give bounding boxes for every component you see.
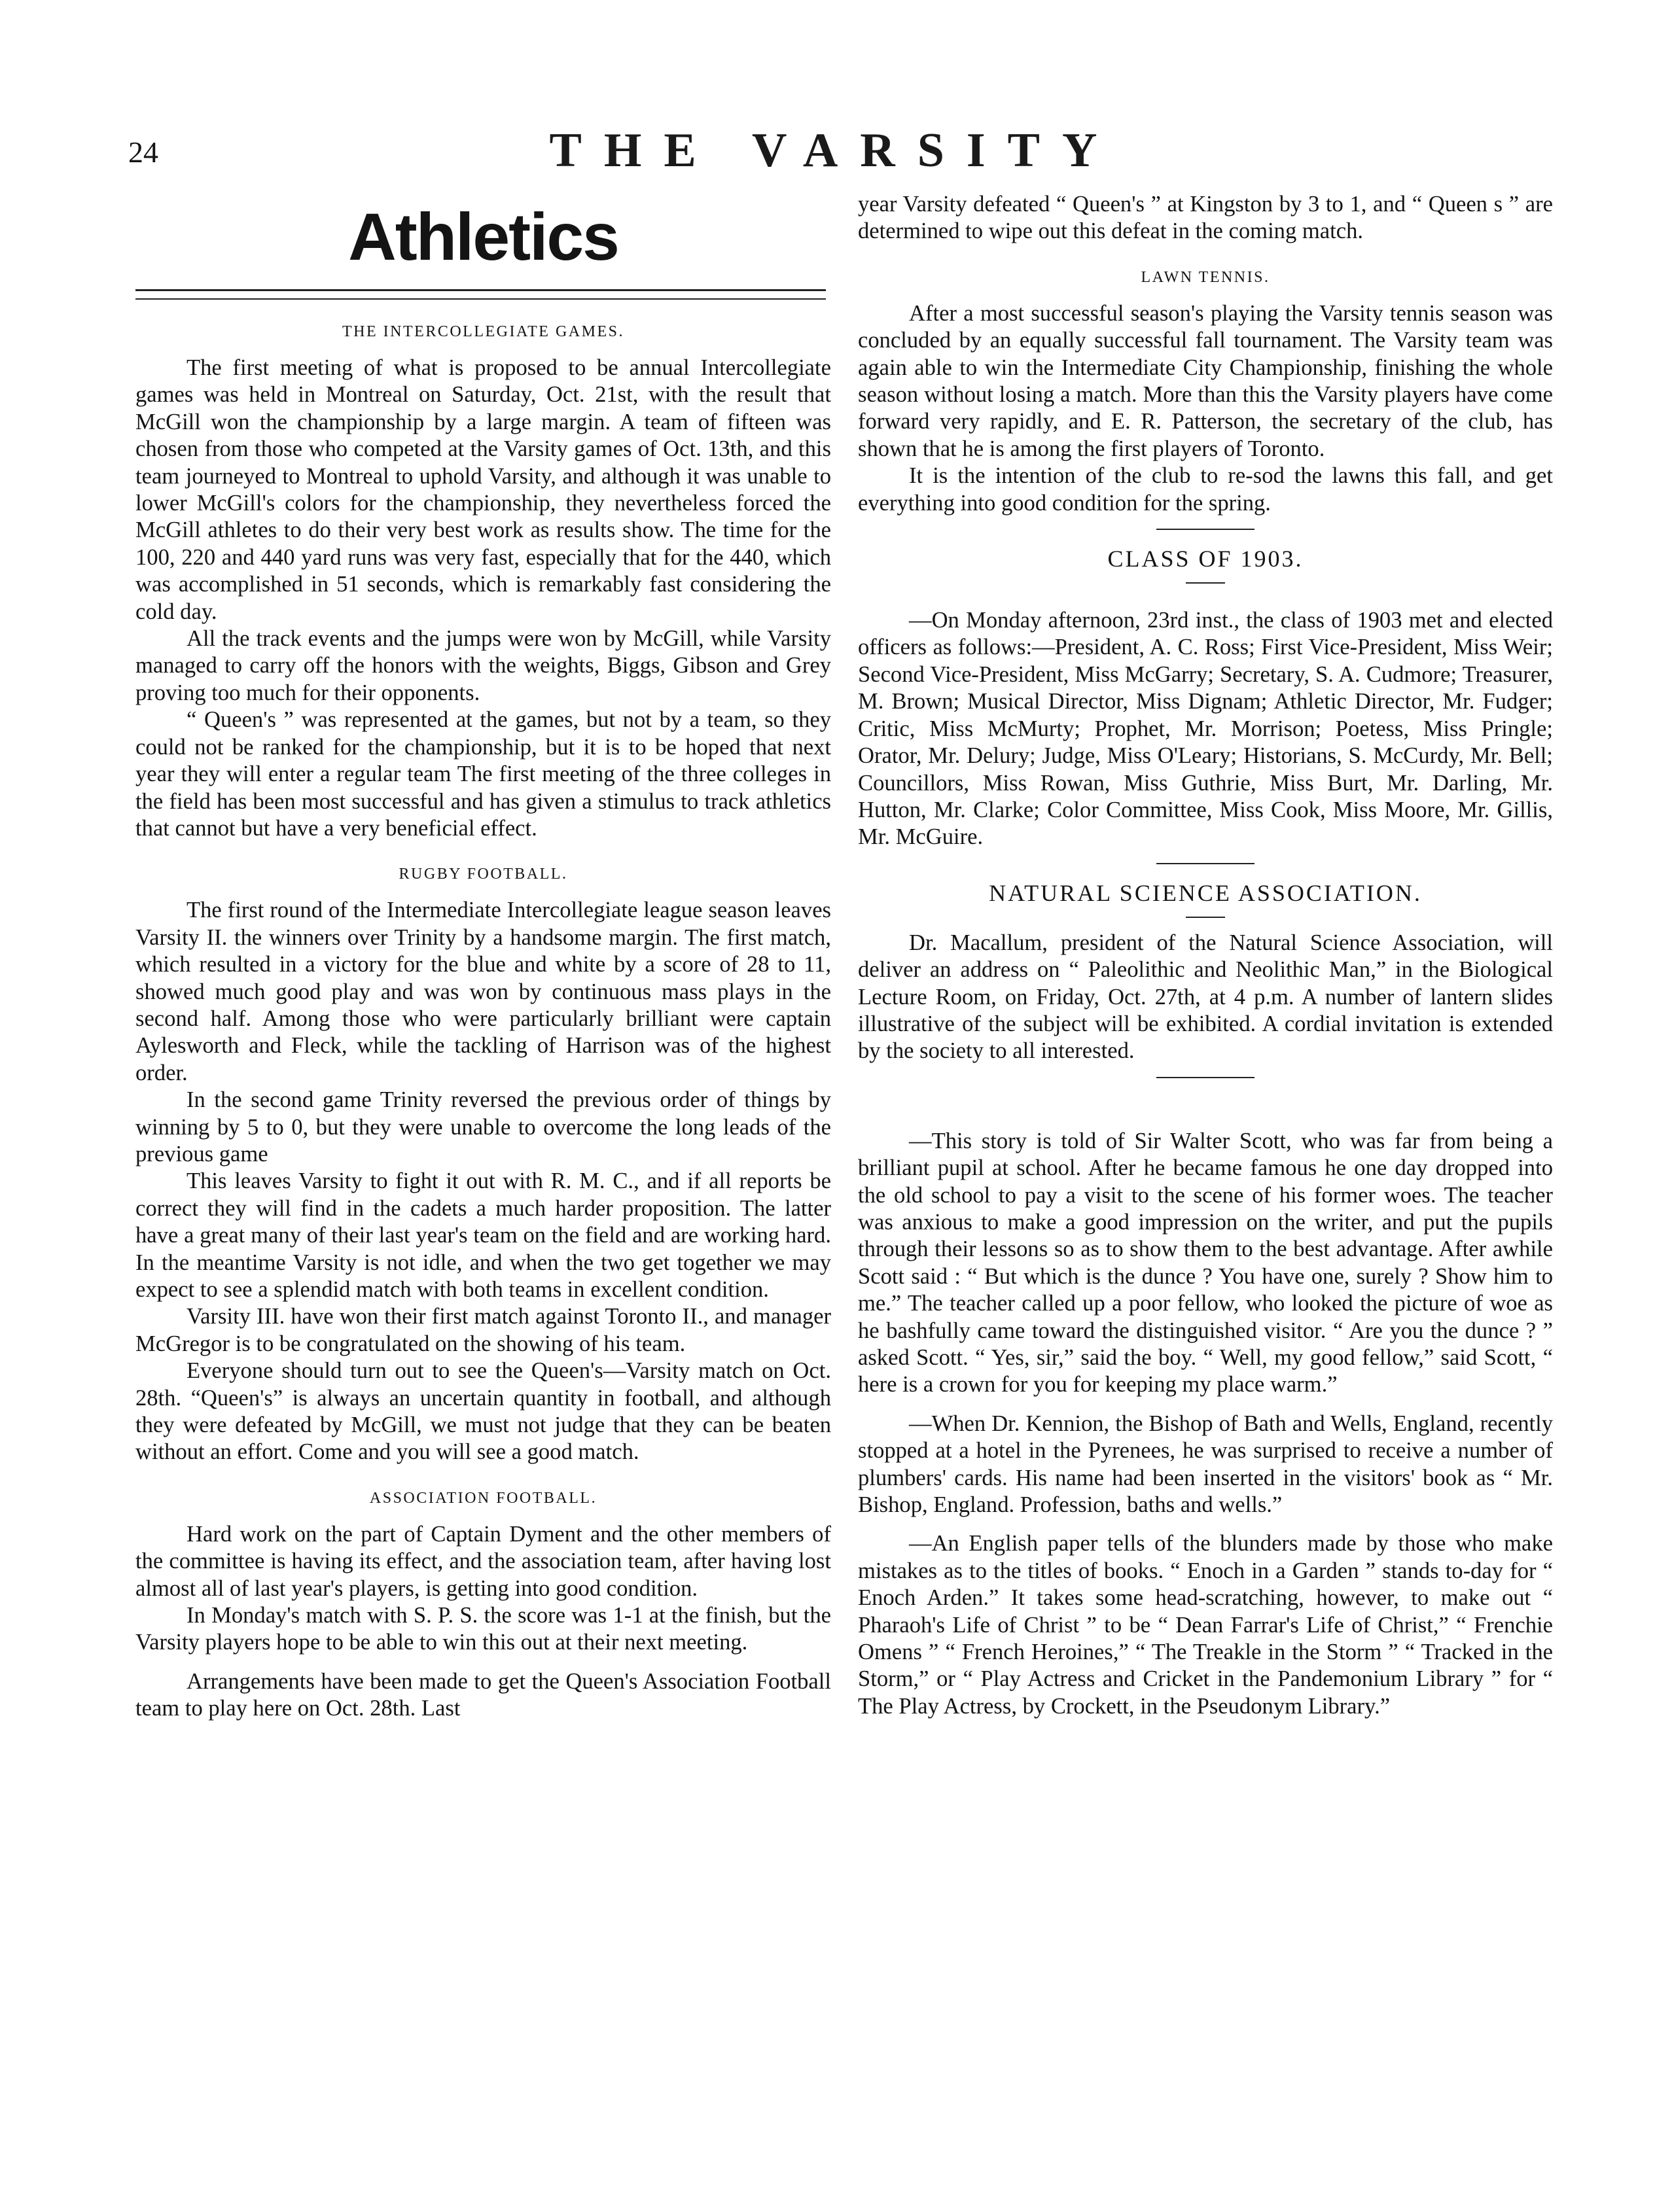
paragraph: Varsity III. have won their first match against Toronto II., and manager McGregor is to be congratulated on the showing of his team.	[135, 1304, 831, 1356]
heading-natural-science: NATURAL SCIENCE ASSOCIATION.	[989, 879, 1422, 906]
heading-association: ASSOCIATION FOOTBALL.	[369, 1489, 597, 1507]
right-column	[858, 191, 1553, 1720]
paragraph: In Monday's match with S. P. S. the score was 1-1 at the finish, but the Varsity players hope to be able to win this out at their next meeting.	[135, 1603, 831, 1655]
paragraph: Everyone should turn out to see the Queen's—Varsity match on Oct. 28th. “Queen's” is always an uncertain quantity in football, and although they were defeated by McGill, we must not judge that they can be beaten without an effort. Come and you will see a good match.	[135, 1358, 831, 1465]
heading-intercollegiate: THE INTERCOLLEGIATE GAMES.	[342, 323, 624, 340]
paragraph-continued: year Varsity defeated “ Queen's ” at Kingston by 3 to 1, and “ Queen s ” are determined to wipe out this defeat in the coming match.	[858, 192, 1553, 244]
paragraph: It is the intention of the club to re-sod the lawns this fall, and get everything into good condition for the spring.	[858, 463, 1553, 516]
page-number: 24	[128, 135, 158, 169]
paragraph: After a most successful season's playing the Varsity tennis season was concluded by an equally successful fall tournament. The Varsity team was again able to win the Intermediate City Championship, finishing the whole season without losing a match. More than this the Varsity players have come forward very rapidly, and E. R. Patterson, the secretary of the club, has shown that he is among the first players of Toronto.	[858, 300, 1553, 461]
masthead: THE VARSITY	[549, 124, 1120, 177]
paragraph: —On Monday afternoon, 23rd inst., the class of 1903 met and elected officers as follows:—President, A. C. Ross; First Vice-President, Miss Weir; Second Vice-President, Miss McGarry; Secretary, S. A. Cudmore; Treasurer, M. Brown; Musical Director, Miss Dignam; Athletic Director, Mr. Fudger; Critic, Miss McMurty; Prophet, Mr. Morrison; Poetess, Miss Pringle; Orator, Mr. Delury; Judge, Miss O'Leary; Historians, S. McCurdy, Mr. Bell; Councillors, Miss Rowan, Miss Guthrie, Miss Burt, Mr. Darling, Mr. Hutton, Mr. Clarke; Color Committee, Miss Cook, Miss Moore, Mr. Gillis, Mr. McGuire.	[858, 608, 1553, 850]
section-divider	[1156, 529, 1255, 530]
left-column	[135, 191, 831, 1723]
heading-class-1903: CLASS OF 1903.	[1107, 546, 1304, 572]
paragraph: This leaves Varsity to fight it out with R. M. C., and if all reports be correct they will find in the cadets a much harder proposition. The latter have a great many of their last year's team on the field and are working hard. In the meantime Varsity is not idle, and when the two get together we may expect to see a splendid match with both teams in excellent condition.	[135, 1168, 831, 1302]
section-divider	[1156, 863, 1255, 864]
anecdote: —An English paper tells of the blunders made by those who make mistakes as to the titles of books. “ Enoch in a Garden ” stands to-day for “ Enoch Arden.” It takes some head-scratching, however, to make out “ Pharaoh's Life of Christ ” to be “ Dean Farrar's Life of Christ,” “ Frenchie Omens ” “ French Heroines,” “ The Treakle in the Storm ” “ Tracked in the Storm,” or “ Play Actress and Cricket in the Pandemonium Library ” for “ The Play Actress, by Crockett, in the Pseudonym Library.”	[858, 1531, 1553, 1719]
heading-tennis: LAWN TENNIS.	[1141, 268, 1270, 286]
paragraph: The first round of the Intermediate Intercollegiate league season leaves Varsity II. the winners over Trinity by a handsome margin. The first match, which resulted in a victory for the blue and white by a score of 28 to 11, showed much good play and was won by continuous mass plays in the second half. Among those who were particularly brilliant were captain Aylesworth and Fleck, while the tackling of Harrison was of the highest order.	[135, 898, 831, 1085]
paragraph: Dr. Macallum, president of the Natural Science Association, will deliver an address on “ Paleolithic and Neolithic Man,” in the Biological Lecture Room, on Friday, Oct. 27th, at 4 p.m. A number of lantern slides illustrative of the subject will be exhibited. A cordial invitation is extended by the society to all interested.	[858, 930, 1553, 1064]
heading-underline	[1186, 582, 1225, 584]
anecdote: —When Dr. Kennion, the Bishop of Bath and Wells, England, recently stopped at a hotel in the Pyrenees, he was surprised to receive a number of plumbers' cards. His name had been inserted in the visitors' book as “ Mr. Bishop, England. Profession, baths and wells.”	[858, 1411, 1553, 1518]
anecdote: —This story is told of Sir Walter Scott, who was far from being a brilliant pupil at school. After he became famous he one day dropped into the old school to pay a visit to the scene of his former woes. The teacher was anxious to make a good impression on the writer, and put the pupils through their lessons so as to show them to the best advantage. After awhile Scott said : “ But which is the dunce ? You have one, surely ? Show him to me.” The teacher called up a poor fellow, who looked the picture of woe as he bashfully came toward the distinguished visitor. “ Are you the dunce ? ” asked Scott. “ Yes, sir,” said the boy. “ Well, my good fellow,” said Scott, “ here is a crown for you for keeping my place warm.”	[858, 1128, 1553, 1397]
heading-underline	[1186, 917, 1225, 918]
section-title-athletics: Athletics	[348, 200, 618, 274]
section-divider	[1156, 1077, 1255, 1078]
heading-rugby: RUGBY FOOTBALL.	[399, 866, 568, 883]
paragraph: All the track events and the jumps were won by McGill, while Varsity managed to carry off the honors with the weights, Biggs, Gibson and Grey proving too much for their opponents.	[135, 626, 831, 705]
paragraph: “ Queen's ” was represented at the games, but not by a team, so they could not be ranked for the championship, but it is to be hoped that next year they will enter a regular team The first meeting of the three colleges in the field has been most successful and has given a stimulus to track athletics that cannot but have a very beneficial effect.	[135, 707, 831, 841]
title-double-rule	[135, 289, 826, 300]
paragraph: Hard work on the part of Captain Dyment and the other members of the committee is having its effect, and the association team, after having lost almost all of last year's players, is getting into good condition.	[135, 1521, 831, 1601]
paragraph: Arrangements have been made to get the Queen's Association Football team to play here on Oct. 28th. Last	[135, 1668, 831, 1721]
paragraph: In the second game Trinity reversed the previous order of things by winning by 5 to 0, but they were unable to overcome the long leads of the previous game	[135, 1087, 831, 1167]
paragraph: The first meeting of what is proposed to be annual Intercollegiate games was held in Montreal on Saturday, Oct. 21st, with the result that McGill won the championship by a large margin. A team of fifteen was chosen from those who competed at the Varsity games of Oct. 13th, and this team journeyed to Montreal to uphold Varsity, and although it was unable to lower McGill's colors for the championship, they nevertheless forced the McGill athletes to do their very best work as results show. The time for the 100, 220 and 440 yard runs was very fast, especially that for the 440, which was accomplished in 51 seconds, which is remarkably fast considering the cold day.	[135, 355, 831, 624]
